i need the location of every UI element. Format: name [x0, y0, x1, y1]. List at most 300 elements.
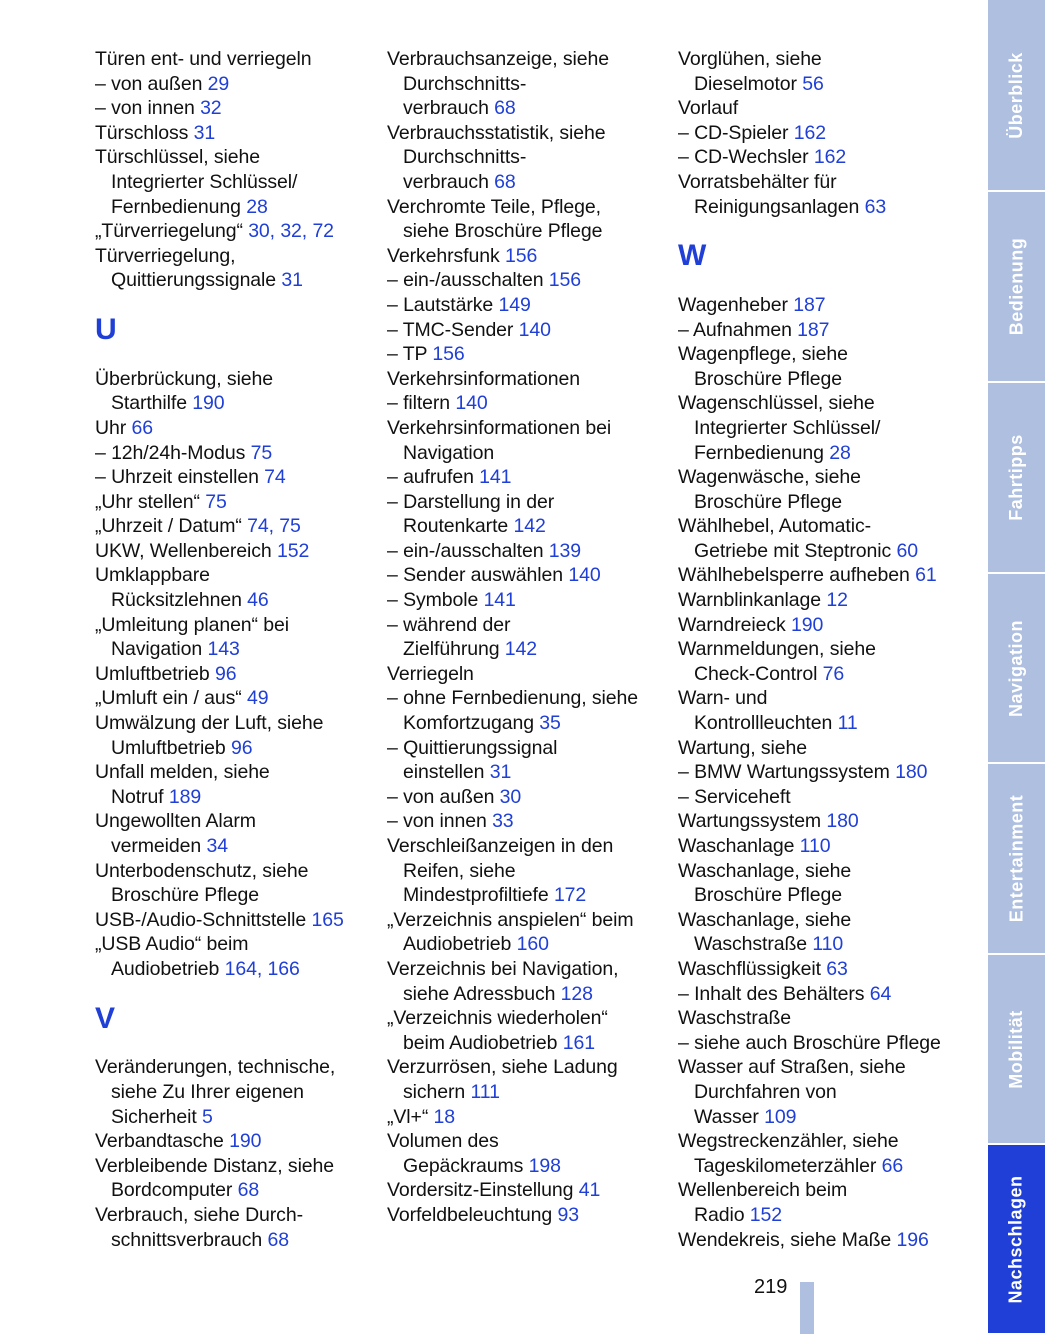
index-entry [678, 514, 963, 539]
index-entry [95, 1105, 380, 1130]
index-page-link[interactable]: 68 [494, 97, 516, 120]
index-entry-text: Vorfeldbeleuchtung [387, 1203, 553, 1226]
index-entry [387, 367, 672, 392]
index-entry-text: Türen ent- und verriegeln [95, 48, 312, 70]
index-entry-text: Durchschnitts- [403, 146, 527, 169]
index-page-link[interactable]: 35 [539, 712, 561, 735]
index-page-link[interactable]: 46 [247, 589, 269, 612]
index-entry [387, 1006, 672, 1031]
index-entry [95, 613, 380, 638]
index-page-link[interactable]: 142 [513, 515, 546, 538]
index-entry-text: Waschanlage, siehe [678, 859, 852, 882]
index-page-link[interactable]: 109 [764, 1105, 797, 1128]
index-entry-text: Waschanlage [678, 835, 795, 858]
index-entry [95, 1178, 380, 1203]
index-entry-text: Wartung, siehe [678, 736, 808, 759]
index-entry [387, 809, 672, 834]
section-tab-label: Entertainment [1006, 794, 1026, 923]
index-entry [678, 293, 963, 318]
index-entry-text: Wagenwäsche, siehe [678, 466, 861, 489]
section-tab[interactable] [988, 383, 1045, 574]
index-entry [678, 170, 963, 195]
index-entry [387, 244, 672, 269]
index-entry-text: „USB Audio“ beim [95, 933, 249, 956]
index-page-link[interactable]: 160 [516, 933, 549, 956]
index-entry [678, 96, 963, 121]
index-page-link[interactable]: 140 [518, 318, 551, 341]
index-entry [95, 96, 380, 121]
index-entry [678, 883, 963, 908]
index-page-link[interactable]: 28 [246, 195, 268, 218]
index-entry-text: Kontrollleuchten [694, 712, 833, 735]
index-entry [678, 47, 963, 72]
index-entry [387, 465, 672, 490]
index-entry [95, 539, 380, 564]
index-page-link[interactable]: 63 [864, 195, 887, 218]
index-entry [387, 908, 672, 933]
index-entry-text: – TP [387, 343, 428, 366]
index-page-link[interactable]: 61 [915, 564, 937, 587]
index-entry-text: Waschstraße [678, 1007, 792, 1030]
index-entry [95, 588, 380, 613]
index-entry [678, 465, 963, 490]
index-page-link[interactable]: 31 [489, 761, 512, 784]
index-page-link[interactable]: 143 [207, 638, 240, 661]
index-page-link[interactable]: 93 [557, 1203, 579, 1226]
index-entry [95, 563, 380, 588]
index-entry-text: siehe Broschüre Pflege [403, 220, 603, 243]
index-page-link[interactable]: 190 [229, 1130, 262, 1153]
index-entry [678, 1080, 963, 1105]
index-page-link[interactable]: 161 [562, 1031, 595, 1054]
index-page-link[interactable]: 41 [578, 1179, 601, 1202]
index-entry-text: Wagenschlüssel, siehe [678, 392, 875, 415]
index-entry [95, 834, 380, 859]
index-entry [387, 686, 672, 711]
index-page-link[interactable]: 189 [168, 785, 202, 808]
index-entry-text: Reinigungsanlagen [694, 195, 860, 218]
index-page-link[interactable]: 139 [548, 539, 582, 562]
index-entry [387, 391, 672, 416]
index-entry-text: Navigation [403, 441, 495, 464]
index-entry [95, 441, 380, 466]
index-page-link[interactable]: 74 [264, 466, 286, 489]
index-entry [387, 1080, 672, 1105]
section-tab[interactable] [988, 0, 1045, 192]
index-entry-text: Navigation [111, 638, 203, 661]
index-page-link[interactable]: 111 [470, 1080, 500, 1103]
index-page-link[interactable]: 152 [277, 539, 310, 562]
index-entry-text: Verbrauch, siehe Durch- [95, 1203, 303, 1226]
index-entry [387, 662, 672, 687]
index-entry-text: Verschleißanzeigen in den [387, 835, 614, 857]
index-entry [678, 195, 963, 220]
index-entry-text: Starthilfe [111, 392, 187, 415]
index-page-link[interactable]: 140 [568, 564, 601, 587]
index-entry-text: Unfall melden, siehe [95, 761, 270, 784]
index-page-link[interactable]: 198 [528, 1154, 561, 1177]
index-entry-text: Wählhebelsperre aufheben [678, 564, 910, 587]
index-entry [678, 932, 963, 957]
index-entry-text: – Aufnahmen [678, 318, 792, 341]
index-entry-text: Verbrauchsanzeige, siehe [387, 48, 610, 70]
index-page-link[interactable]: 12 [826, 589, 848, 612]
index-entry-text: Reifen, siehe [403, 859, 516, 882]
index-entry-text: Verbrauchsstatistik, siehe [387, 121, 606, 144]
index-entry [95, 1080, 380, 1105]
index-entry [387, 441, 672, 466]
index-page-link[interactable]: 66 [131, 416, 153, 439]
index-entry [95, 170, 380, 195]
section-tab[interactable] [988, 192, 1045, 383]
index-column-3 [678, 47, 963, 1252]
index-entry-text: Broschüre Pflege [694, 884, 842, 907]
index-entry [95, 932, 380, 957]
index-entry-text: Türverriegelung, [95, 244, 236, 267]
index-entry [678, 662, 963, 687]
index-page-link[interactable]: 187 [793, 293, 826, 316]
index-entry-text: Notruf [111, 785, 164, 808]
index-entry-text: – siehe auch Broschüre Pflege [678, 1031, 941, 1054]
index-entry [95, 883, 380, 908]
index-entry [678, 1031, 963, 1056]
index-entry [387, 1031, 672, 1056]
index-entry [678, 711, 963, 736]
index-entry-text: siehe Zu Ihrer eigenen [111, 1080, 304, 1103]
index-page-link[interactable]: 18 [433, 1105, 456, 1128]
index-entry-text: Broschüre Pflege [111, 884, 259, 907]
index-entry [678, 982, 963, 1007]
index-entry [95, 637, 380, 662]
index-page-link[interactable]: 68 [237, 1179, 260, 1202]
index-page-link[interactable]: 63 [826, 957, 848, 980]
index-page-link[interactable]: 75 [205, 490, 227, 513]
index-entry [95, 957, 380, 982]
index-page-link[interactable]: 141 [483, 589, 516, 612]
index-page-link[interactable]: 96 [231, 736, 253, 759]
index-entry [387, 72, 672, 97]
index-entry-text: Warnmeldungen, siehe [678, 638, 876, 661]
index-entry-text: Verzeichnis bei Navigation, [387, 957, 619, 980]
index-page-link[interactable]: 74, 75 [247, 515, 301, 538]
index-entry-text: Sicherheit [111, 1105, 197, 1128]
section-tab[interactable] [988, 955, 1045, 1145]
index-entry [678, 1055, 963, 1080]
index-entry-text: siehe Adressbuch [403, 982, 556, 1005]
index-entry [95, 72, 380, 97]
index-entry [387, 834, 672, 859]
index-page-link[interactable]: 28 [829, 441, 851, 464]
index-page-link[interactable]: 156 [504, 244, 538, 267]
index-entry-text: Routenkarte [403, 515, 509, 538]
index-entry-text: – Quittierungssignal [387, 736, 558, 759]
index-entry [95, 121, 380, 146]
index-entry [387, 342, 672, 367]
index-entry-text: Vorlauf [678, 97, 739, 120]
index-entry [387, 859, 672, 884]
index-page-link[interactable]: 30 [499, 785, 522, 808]
index-entry [678, 957, 963, 982]
index-entry-text: Wagenpflege, siehe [678, 343, 848, 366]
index-entry-text: Audiobetrieb [111, 957, 220, 980]
index-entry [678, 1129, 963, 1154]
section-tab[interactable] [988, 764, 1045, 955]
index-entry-text: Bordcomputer [111, 1179, 233, 1202]
index-entry-text: Gepäckraums [403, 1154, 524, 1177]
index-entry [387, 539, 672, 564]
index-page-link[interactable]: 96 [215, 662, 237, 685]
index-entry [678, 342, 963, 367]
index-page-link[interactable]: 11 [837, 712, 858, 735]
index-entry-text: einstellen [403, 761, 485, 784]
index-entry [678, 760, 963, 785]
index-entry-text: Broschüre Pflege [694, 367, 842, 390]
index-page-link[interactable]: 180 [826, 810, 859, 833]
index-page-link[interactable]: 66 [881, 1154, 904, 1177]
index-page-link[interactable]: 56 [802, 72, 824, 95]
index-entry-text: Audiobetrieb [403, 933, 512, 956]
index-page-link[interactable]: 156 [548, 269, 582, 292]
index-entry-text: Verbleibende Distanz, siehe [95, 1154, 335, 1177]
index-entry-text: Dieselmotor [694, 72, 797, 95]
index-entry-text: – CD-Spieler [678, 121, 789, 144]
index-page-link[interactable]: 172 [553, 884, 587, 907]
index-page-link[interactable]: 180 [895, 761, 928, 784]
index-entry [95, 785, 380, 810]
index-page-link[interactable]: 187 [797, 318, 830, 341]
section-tab-label: Navigation [1006, 619, 1027, 717]
index-entry-text: Waschanlage, siehe [678, 908, 852, 931]
index-entry [678, 441, 963, 466]
index-entry-text: – Sender auswählen [387, 564, 563, 587]
index-entry-text: – Darstellung in der [387, 490, 555, 513]
index-entry-text: Waschflüssigkeit [678, 957, 821, 980]
index-entry-text: – Symbole [387, 589, 479, 612]
index-entry-text: Vordersitz-Einstellung [387, 1179, 574, 1202]
index-entry [678, 613, 963, 638]
index-entry-text: Broschüre Pflege [694, 490, 842, 513]
index-entry-text: vermeiden [111, 835, 202, 858]
index-page-link[interactable]: 149 [498, 293, 531, 316]
index-entry-text: Wasser [694, 1105, 759, 1128]
index-entry [678, 834, 963, 859]
index-page-link[interactable]: 49 [247, 687, 269, 710]
section-tab-label: Überblick [1006, 51, 1026, 139]
index-entry-text: Umluftbetrieb [95, 662, 210, 685]
index-entry [678, 785, 963, 810]
index-page-link[interactable]: 68 [494, 170, 516, 193]
index-entry-text: Warnblinkanlage [678, 589, 822, 612]
index-entry [387, 268, 672, 293]
index-entry [678, 539, 963, 564]
index-column-1 [95, 47, 380, 1252]
index-entry [387, 96, 672, 121]
index-page-link[interactable]: 75 [250, 441, 273, 464]
index-page-link[interactable]: 5 [202, 1105, 213, 1128]
index-page-link[interactable]: 156 [432, 343, 465, 366]
index-entry [678, 1203, 963, 1228]
index-entry [387, 883, 672, 908]
index-entry-text: USB-/Audio-Schnittstelle [95, 908, 307, 931]
index-entry [387, 1129, 672, 1154]
index-entry-text: Wagenheber [678, 293, 788, 316]
index-page-link[interactable]: 140 [455, 392, 488, 415]
index-entry [95, 1203, 380, 1228]
index-entry-text: Umklappbare [95, 564, 210, 587]
index-page-link[interactable]: 110 [812, 933, 844, 956]
index-entry-text: – ohne Fernbedienung, siehe [387, 687, 639, 710]
index-entry [95, 736, 380, 761]
index-entry [387, 170, 672, 195]
section-tab[interactable] [988, 574, 1045, 764]
index-entry-text: – CD-Wechsler [678, 146, 809, 169]
index-page-link[interactable]: 34 [206, 835, 228, 858]
index-entry [95, 1154, 380, 1179]
index-entry-text: Radio [694, 1203, 745, 1226]
section-tabs [988, 0, 1045, 1335]
index-entry-text: – von innen [387, 810, 487, 833]
index-entry-text: Mindestprofiltiefe [403, 884, 549, 907]
page-marker-bar [800, 1282, 814, 1334]
index-page-link[interactable]: 162 [793, 121, 826, 144]
index-page-link[interactable]: 60 [896, 539, 918, 562]
index-entry-text: – filtern [387, 392, 451, 415]
index-entry-text: „Türverriegelung“ [95, 220, 243, 243]
index-page-link[interactable]: 190 [192, 392, 225, 415]
index-entry [95, 268, 380, 293]
index-entry-text: Komfortzugang [403, 712, 534, 735]
index-entry-text: „Verzeichnis anspielen“ beim [387, 908, 634, 931]
index-entry-text: „Vl+“ [387, 1105, 429, 1128]
index-entry [678, 686, 963, 711]
index-entry-text: „Umluft ein / aus“ [95, 687, 242, 710]
index-entry-text: Verchromte Teile, Pflege, [387, 195, 601, 218]
index-entry [678, 1105, 963, 1130]
index-entry [387, 293, 672, 318]
index-entry [95, 711, 380, 736]
index-page-link[interactable]: 190 [790, 613, 824, 636]
index-entry-text: Wartungssystem [678, 810, 822, 833]
index-entry-text: – Inhalt des Behälters [678, 982, 865, 1005]
index-entry-text: – von außen [95, 72, 203, 95]
index-entry [678, 416, 963, 441]
index-page-link[interactable]: 29 [207, 72, 230, 95]
index-page-link[interactable]: 30, 32, 72 [248, 220, 334, 243]
index-entry-text: Ungewollten Alarm [95, 810, 256, 833]
index-entry-text: Fernbedienung [111, 195, 241, 218]
index-entry [387, 47, 672, 72]
index-entry [387, 1055, 672, 1080]
index-entry [678, 588, 963, 613]
index-entry [387, 318, 672, 343]
index-entry-text: Umluftbetrieb [111, 736, 226, 759]
index-page-link[interactable]: 164, 166 [224, 957, 300, 980]
index-entry [95, 416, 380, 441]
index-entry-text: Volumen des [387, 1130, 499, 1153]
index-entry [678, 318, 963, 343]
index-entry-text: verbrauch [403, 97, 489, 120]
index-page-link[interactable]: 152 [749, 1203, 783, 1226]
index-page-link[interactable]: 76 [822, 662, 845, 685]
index-entry [387, 785, 672, 810]
index-entry [387, 588, 672, 613]
index-entry-text: Fernbedienung [694, 441, 824, 464]
index-page-link[interactable]: 141 [479, 466, 512, 489]
index-entry [95, 1055, 380, 1080]
index-entry-text: – Uhrzeit einstellen [95, 466, 259, 489]
index-entry-text: Getriebe mit Steptronic [694, 539, 892, 562]
index-page-link[interactable]: 68 [267, 1228, 289, 1251]
index-entry [95, 686, 380, 711]
index-entry-text: Durchfahren von [694, 1080, 837, 1103]
index-entry-text: Vorglühen, siehe [678, 48, 822, 70]
index-letter-heading: V [95, 1001, 116, 1035]
index-entry-text: Verkehrsinformationen [387, 367, 581, 390]
section-tab-label: Mobilität [1006, 1009, 1026, 1089]
index-page-link[interactable]: 128 [560, 982, 593, 1005]
index-entry-text: Wegstreckenzähler, siehe [678, 1130, 899, 1153]
index-entry-text: Quittierungssignale [111, 269, 277, 292]
index-entry-text: Warndreieck [678, 613, 786, 636]
index-entry-text: – ein-/ausschalten [387, 539, 544, 562]
index-entry-text: Integrierter Schlüssel/ [111, 170, 298, 193]
index-page-link[interactable]: 162 [813, 146, 847, 169]
index-page-link[interactable]: 196 [896, 1228, 929, 1251]
index-page-link[interactable]: 110 [799, 835, 831, 858]
index-entry [678, 367, 963, 392]
index-entry-text: Unterbodenschutz, siehe [95, 859, 309, 882]
index-page-link[interactable]: 31 [193, 121, 216, 144]
section-tab[interactable] [988, 1145, 1045, 1335]
index-page-link[interactable]: 33 [492, 810, 514, 833]
index-entry [95, 809, 380, 834]
index-entry [387, 613, 672, 638]
index-entry-text: Rücksitzlehnen [111, 589, 242, 612]
index-entry-text: Durchschnitts- [403, 72, 527, 95]
index-entry-text: Verriegeln [387, 662, 474, 685]
index-entry-text: schnittsverbrauch [111, 1228, 263, 1251]
index-page-link[interactable]: 31 [281, 269, 303, 292]
index-entry [95, 367, 380, 392]
index-entry [678, 637, 963, 662]
index-page-link[interactable]: 165 [311, 908, 344, 931]
index-entry [678, 1178, 963, 1203]
index-entry-text: Waschstraße [694, 933, 808, 956]
index-entry [678, 1228, 963, 1253]
index-entry-text: Verbandtasche [95, 1130, 224, 1153]
index-entry [387, 982, 672, 1007]
index-entry-text: – ein-/ausschalten [387, 269, 544, 292]
index-page-link[interactable]: 32 [200, 97, 222, 120]
section-tab-label: Bedienung [1006, 237, 1026, 336]
index-entry [95, 760, 380, 785]
index-entry [678, 145, 963, 170]
index-page-link[interactable]: 142 [504, 638, 538, 661]
index-entry-text: Integrierter Schlüssel/ [694, 416, 881, 439]
index-entry-text: Türschloss [95, 121, 189, 144]
index-entry [95, 391, 380, 416]
index-entry [95, 490, 380, 515]
index-entry-text: Türschlüssel, siehe [95, 146, 261, 169]
index-entry-text: Wählhebel, Automatic- [678, 515, 871, 538]
index-entry-text: Verkehrsfunk [387, 244, 500, 267]
index-entry-text: Zielführung [403, 638, 500, 661]
index-entry [95, 244, 380, 269]
index-entry [387, 514, 672, 539]
index-page-link[interactable]: 64 [869, 982, 892, 1005]
index-entry-text: Tageskilometerzähler [694, 1154, 877, 1177]
index-entry-text: – während der [387, 613, 511, 636]
